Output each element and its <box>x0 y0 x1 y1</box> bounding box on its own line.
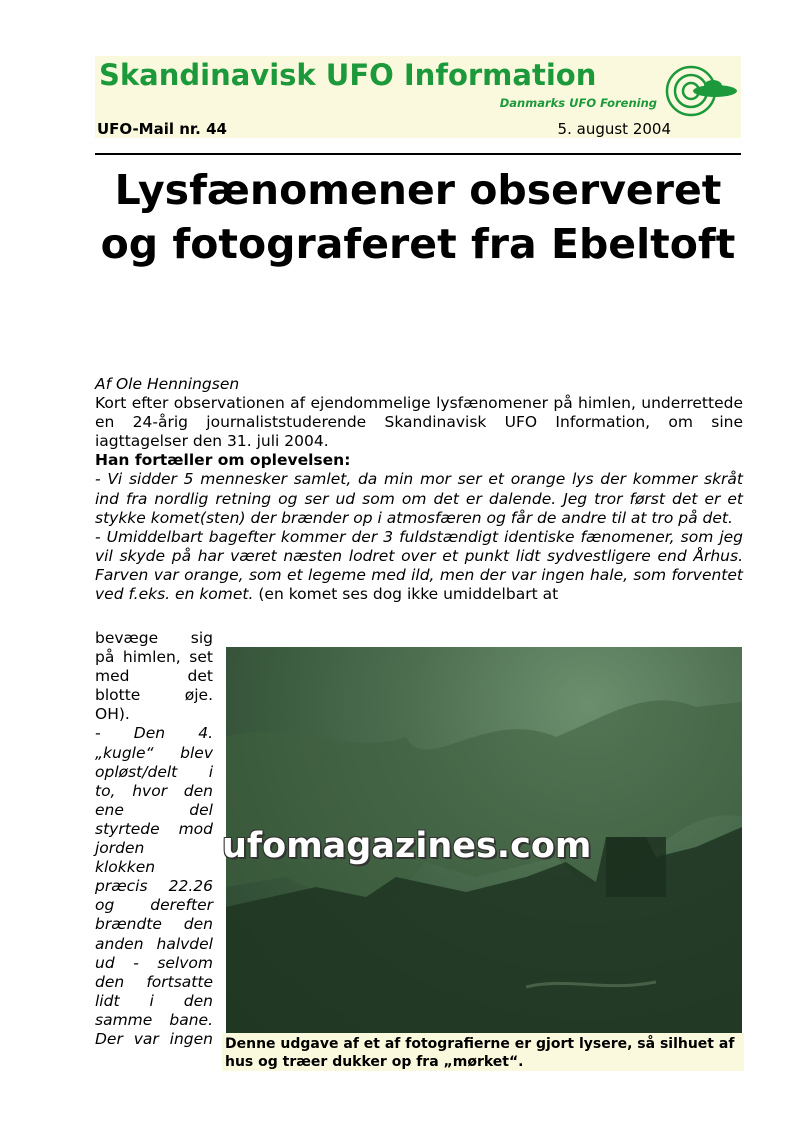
article-body <box>95 375 743 604</box>
column-line: anden halvdel <box>95 934 213 953</box>
quote-paragraph-2-text: - Umiddelbart bagefter kommer der 3 fuldstændigt identiske fænomener, som jeg vil skyde på har været næsten lodret over et punkt lidt sydvestligere end Århus. Farven var orange, som et legeme med ild, men der var ingen hale, som forventet ved f.eks. en komet. <box>95 527 743 604</box>
quote-paragraph-1: - Vi sidder 5 mennesker samlet, da min mor ser et orange lys der kommer skråt ind fra nordlig retning og ser ud som om det er dalende. Jeg tror først det er et stykke komet(sten) der brænder op i atmosfæren og får de andre til at tro på det. <box>95 470 743 527</box>
column-line: blotte øje. <box>95 686 213 705</box>
column-line: samme bane. <box>95 1010 213 1029</box>
column-line: opløst/delt i <box>95 762 213 781</box>
column-line: jorden <box>95 839 145 858</box>
column-line: ud - selvom <box>95 953 213 972</box>
column-line: den fortsatte <box>95 972 213 991</box>
column-line: præcis 22.26 <box>95 877 213 896</box>
issue-number: UFO-Mail nr. 44 <box>97 120 227 138</box>
column-line: med det <box>95 667 213 686</box>
column-line: brændte den <box>95 915 213 934</box>
issue-date: 5. august 2004 <box>557 120 671 138</box>
column-line: og derefter <box>95 896 213 915</box>
column-line: styrtede mod <box>95 819 213 838</box>
byline: Af Ole Henningsen <box>95 375 240 393</box>
ufo-target-logo-icon <box>663 61 741 117</box>
column-line: lidt i den <box>95 991 213 1010</box>
quote-paragraph-2-note: (en komet ses dog ikke umiddelbart at <box>258 585 559 604</box>
column-line: to, hvor den <box>95 781 213 800</box>
header-divider <box>95 153 741 155</box>
column-line: bevæge sig <box>95 629 213 647</box>
photo-caption: Denne udgave af et af fotografierne er gjort lysere, så silhuet af hus og træer dukker op fra „mørket“. <box>222 1033 744 1071</box>
column-line: - Den 4. <box>95 724 213 743</box>
quote-paragraph-2 <box>95 528 743 604</box>
publication-title: Skandinavisk UFO Information <box>99 58 597 92</box>
column-line: ene del <box>95 800 213 819</box>
masthead <box>95 56 741 138</box>
publication-subtitle: Danmarks UFO Forening <box>499 96 657 110</box>
column-line: på himlen, set <box>95 648 213 667</box>
column-line: Der var ingen <box>95 1029 213 1048</box>
article-headline: Lysfænomener observeret og fotograferet fra Ebeltoft <box>100 166 736 268</box>
side-column <box>95 629 213 1049</box>
intro-paragraph: Kort efter observationen af ejendommelige lysfænomener på himlen, underrettede en 24-årig journaliststuderende Skandinavisk UFO Information, om sine iagttagelser den 31. juli 2004. <box>95 394 743 451</box>
column-line: klokken <box>95 858 156 877</box>
column-line: „kugle“ blev <box>95 743 213 762</box>
subheading: Han fortæller om oplevelsen: <box>95 451 351 470</box>
column-line: OH). <box>95 705 130 724</box>
watermark: ufomagazines.com <box>222 826 592 866</box>
